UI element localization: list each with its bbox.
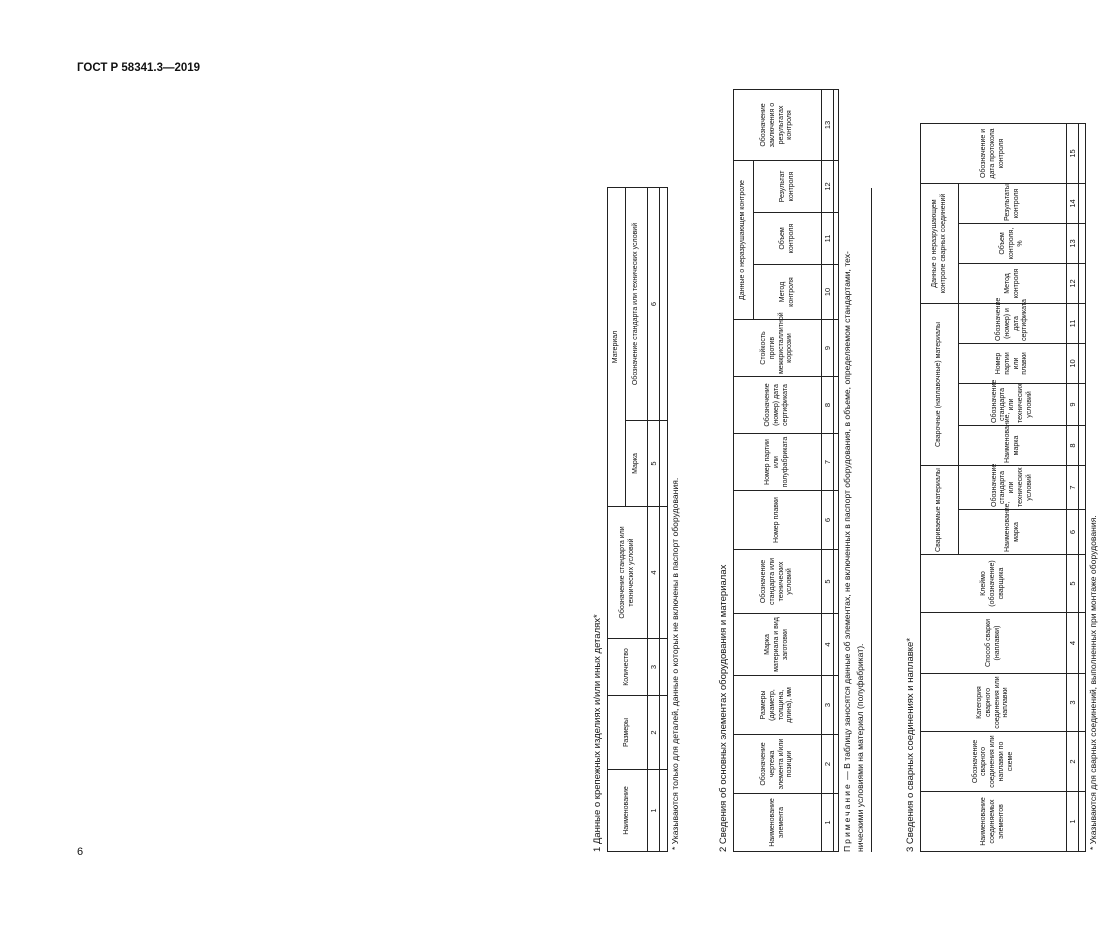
column-number: 6 [822,491,834,550]
header-result: Результат контроля [754,161,822,213]
column-number: 2 [822,735,834,794]
header-element-name: Наименование элемента [734,794,822,852]
column-number: 4 [822,614,834,676]
header-grade: Марка [626,421,648,507]
welds-table [920,123,1086,852]
header-standard: Обозначение стандарта или технических условий [608,507,648,639]
column-number: 7 [822,434,834,491]
note-label: Примечание [842,782,852,852]
section-2-note [841,251,867,852]
header-certificate: Обозначение (номер) дата сертификата [734,377,822,434]
header-ndt-group: Данные о неразрушающем контроле [734,161,754,320]
column-number: 15 [1067,123,1079,183]
column-number: 7 [1067,465,1079,509]
column-number: 3 [822,676,834,735]
header-welded-standard: Обозначение стандарта или технических условий [959,465,1067,509]
column-number: 14 [1067,183,1079,223]
note-text-line-2: ническими условиями на материал (полуфабрикат). [855,643,865,852]
header-size: Размеры [608,696,648,770]
column-number: 5 [822,550,834,614]
column-number: 12 [822,161,834,213]
header-material-standard: Обозначение стандарта или технических условий [626,187,648,420]
header-quantity: Количество [608,639,648,696]
header-protocol: Обозначение и дата протокола контроля [921,123,1067,183]
header-welded-name: Наименование, марка [959,510,1067,555]
column-number: 9 [822,320,834,377]
column-number: 13 [822,90,834,161]
header-filler-batch: Номер партии или плавки [959,343,1067,383]
column-number: 10 [822,265,834,320]
header-method: Метод контроля [754,265,822,320]
header-ndt-method: Метод контроля [959,263,1067,303]
column-number: 11 [822,213,834,265]
column-number: 1 [822,794,834,852]
header-welding-method: Способ сварки (наплавки) [921,613,1067,674]
note-divider [871,188,872,852]
header-filler-certificate: Обозначение (номер) и дата сертификата [959,303,1067,343]
section-1-caption: 1 Данные о крепежных изделиях и/или иных деталях* [592,614,603,852]
rotated-content [590,80,1102,852]
column-number: 1 [648,770,660,852]
header-filler-name: Наименование, марка [959,425,1067,465]
column-number: 2 [648,696,660,770]
column-number: 13 [1067,223,1079,263]
header-conclusion: Обозначение заключения о результатах контроля [734,90,822,161]
page-number: 6 [77,846,84,858]
section-2-caption: 2 Сведения об основных элементах оборудования и материалах [718,564,729,852]
note-text-line-1: — В таблицу заносятся данные об элементах, не включенных в паспорт оборудования, в объеме, определяемом стандартами, тех- [842,251,852,783]
document-code: ГОСТ Р 58341.3—2019 [77,62,201,74]
column-number: 11 [1067,303,1079,343]
header-heat-number: Номер плавки [734,491,822,550]
column-number: 1 [1067,792,1079,852]
header-material: Материал [608,187,626,506]
header-weld-category: Категория сварного соединения или наплавки [921,674,1067,732]
column-number: 4 [1067,613,1079,674]
column-number: 5 [1067,555,1079,613]
elements-table [733,89,839,852]
column-number: 3 [648,639,660,696]
header-joined-elements: Наименование соединяемых элементов [921,792,1067,852]
column-number: 12 [1067,263,1079,303]
column-number: 9 [1067,383,1079,425]
column-number: 6 [648,187,660,420]
header-welded-materials: Свариваемые материалы [921,465,959,554]
header-weld-ndt-group: Данные о неразрушающем контроле сварных соединений [921,183,959,303]
header-dimensions: Размеры (диаметр, толщина, длина), мм [734,676,822,735]
column-number: 6 [1067,510,1079,555]
header-batch-number: Номер партии или полуфабриката [734,434,822,491]
column-number: 8 [1067,425,1079,465]
header-drawing: Обозначение чертежа элемента и/или позиции [734,735,822,794]
header-ndt-volume: Объем контроля, % [959,223,1067,263]
header-corrosion-resistance: Стойкость против межкристаллитной коррозии [734,320,822,377]
header-filler-materials: Сварочные (наплавочные) материалы [921,303,959,465]
section-3-footnote: * Указываются для сварных соединений, выполненных при монтаже оборудования. [1088,515,1098,850]
header-welder-mark: Клеймо (обозначение) сварщика [921,555,1067,613]
section-3-caption: 3 Сведения о сварных соединениях и наплавке* [905,637,916,852]
header-name: Наименование [608,770,648,852]
column-number: 5 [648,421,660,507]
header-filler-standard: Обозначение стандарта или технических условий [959,383,1067,425]
header-weld-designation: Обозначение сварного соединения или наплавки по схеме [921,732,1067,792]
column-number: 10 [1067,343,1079,383]
header-volume: Объем контроля [754,213,822,265]
column-number: 8 [822,377,834,434]
column-number: 2 [1067,732,1079,792]
header-material-grade: Марка материала и вид заготовки [734,614,822,676]
column-number: 3 [1067,674,1079,732]
column-number: 4 [648,507,660,639]
header-ndt-results: Результаты контроля [959,183,1067,223]
fasteners-table [607,187,668,852]
section-1-footnote: * Указываются только для деталей, данные о которых не включены в паспорт оборудования. [670,477,680,850]
header-standard: Обозначение стандарта или технических условий [734,550,822,614]
